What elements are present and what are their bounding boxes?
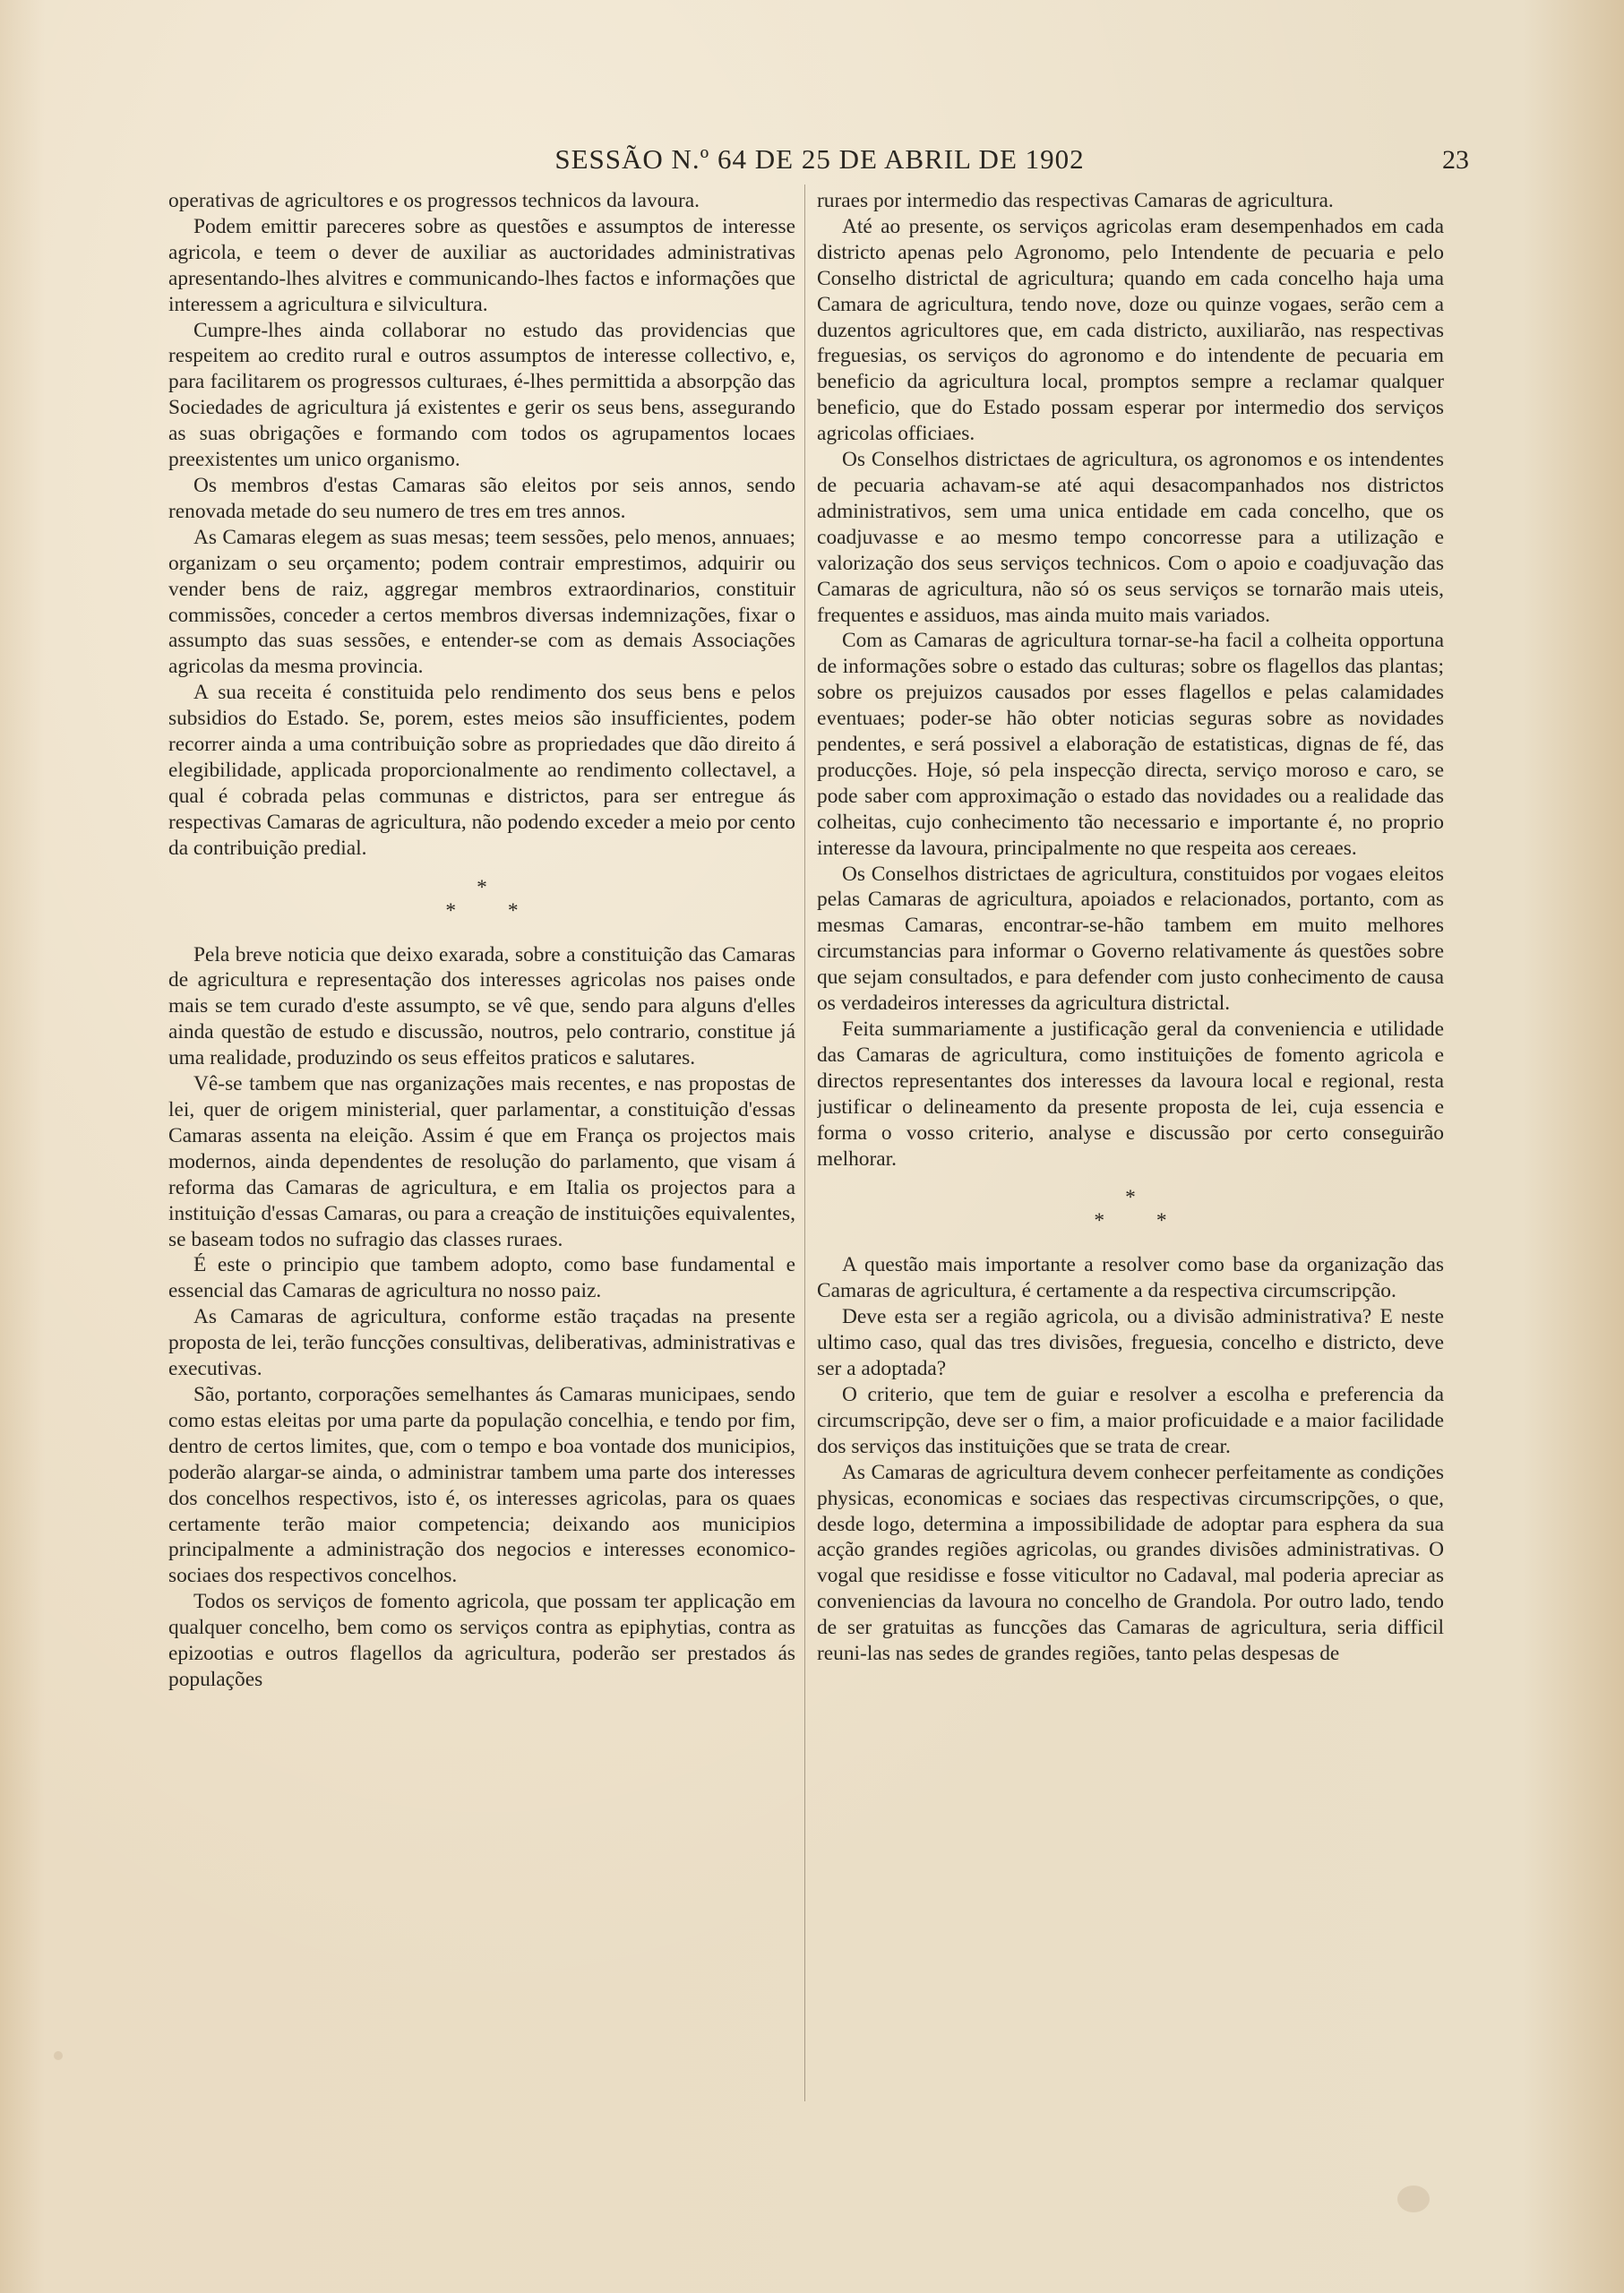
paragraph: O criterio, que tem de guiar e resolver a escolha e preferencia da circumscripção, deve ser o fim, a maior proficuidade e a maior facilidade dos serviços das instituições que se trata de crear.: [817, 1382, 1444, 1458]
paragraph: As Camaras de agricultura, conforme estão traçadas na presente proposta de lei, terão funcções consultivas, deliberativas, administrativas e executivas.: [168, 1305, 795, 1381]
paragraph: A questão mais importante a resolver como base da organização das Camaras de agricultura, é certamente a da respectiva circumscripção.: [817, 1253, 1444, 1303]
page-header: [179, 143, 1469, 183]
paragraph: Pela breve noticia que deixo exarada, sobre a constituição das Camaras de agricultura e representação dos interesses agricolas nos paises onde mais se tem curado d'este assumpto, se vê que, sendo para alguns d'elles ainda questão de estudo e discussão, noutros, pelo contrario, constitue já uma realidade, produzindo os seus effeitos praticos e salutares.: [168, 942, 795, 1070]
page-number: 23: [1442, 145, 1469, 175]
paragraph: Podem emittir pareceres sobre as questões e assumptos de interesse agricola, e teem o dever de auxiliar as auctoridades administrativas apresentando-lhes alvitres e communicando-lhes factos e informações que interessem a agricultura e silvicultura.: [168, 214, 795, 316]
asterism-top: *: [477, 875, 487, 899]
asterism-top: *: [1125, 1186, 1136, 1210]
paragraph: Os Conselhos districtaes de agricultura, constituidos por vogaes eleitos pelas Camaras de agricultura, apoiados e relacionados, portanto, com as mesmas Camaras, encontrar-se-hão tambem em muito melhores circumstancias para informar o Governo relativamente ás questões sobre que sejam consultados, e para defender com justo conhecimento de causa os verdadeiros interesses da agricultura districtal.: [817, 862, 1444, 1016]
paragraph: As Camaras de agricultura devem conhecer perfeitamente as condições physicas, economicas e sociaes das respectivas circumscripções, o que, desde logo, determina a impossibilidade de adoptar para esphera da sua acção grandes regiões agricolas, ou grandes divisões administrativas. O vogal que residisse e fosse viticultor no Cadaval, mal poderia apreciar as conveniencias da lavoura no concelho de Grandola. Por outro lado, tendo de ser gratuitas as funcções das Camaras de agricultura, seria difficil reuni-las nas sedes de grandes regiões, tanto pelas despesas de: [817, 1460, 1444, 1666]
paragraph: ruraes por intermedio das respectivas Camaras de agricultura.: [817, 189, 1334, 212]
section-separator: [817, 1186, 1444, 1232]
paragraph: Cumpre-lhes ainda collaborar no estudo das providencias que respeitem ao credito rural e outros assumptos de interesse collectivo, e, para facilitarem os progressos culturaes, é-lhes permittida a absorpção das Sociedades de agricultura já existentes e gerir os seus bens, assegurando as suas obrigações e formando com todos os agrupamentos locaes preexistentes um unico organismo.: [168, 318, 795, 472]
asterism-bottom: * *: [1094, 1209, 1190, 1233]
paper-stain: [54, 2051, 63, 2060]
paragraph: A sua receita é constituida pelo rendimento dos seus bens e pelos subsidios do Estado. Se, porem, estes meios são insufficientes, podem recorrer ainda a uma contribuição sobre as propriedades que dão direito á elegibilidade, applicada proporcionalmente ao rendimento collectavel, a qual é cobrada pelas communas e districtos, para ser entregue ás respectivas Camaras de agricultura, não podendo exceder a meio por cento da contribuição predial.: [168, 681, 795, 860]
section-separator: [168, 876, 795, 923]
paragraph: Os Conselhos districtaes de agricultura, os agronomos e os intendentes de pecuaria achavam-se até aqui desacompanhados nos districtos administrativos, sem uma unica entidade em cada concelho, que os coadjuvasse e ao mesmo tempo concorresse para a utilização e valorização dos seus serviços technicos. Com o apoio e coadjuvação das Camaras de agricultura, não só os seus serviços se tornarão mais uteis, frequentes e assiduos, mas ainda muito mais variados.: [817, 448, 1444, 627]
paragraph: operativas de agricultores e os progressos technicos da lavoura.: [168, 189, 700, 212]
left-column: [168, 188, 795, 2123]
paragraph: Deve esta ser a região agricola, ou a divisão administrativa? E neste ultimo caso, qual das tres divisões, freguesia, concelho e districto, deve ser a adoptada?: [817, 1305, 1444, 1381]
paper-stain: [1397, 2186, 1430, 2212]
paragraph: É este o principio que tambem adopto, como base fundamental e essencial das Camaras de agricultura no nosso paiz.: [168, 1253, 795, 1303]
paragraph: Com as Camaras de agricultura tornar-se-ha facil a colheita opportuna de informações sobre o estado das culturas; sobre os flagellos das plantas; sobre os prejuizos causados por esses flagellos e pelas calamidades eventuaes; poder-se hão obter noticias seguras sobre as novidades pendentes, e será possivel a elaboração de estatisticas, dignas de fé, das producções. Hoje, só pela inspecção directa, serviço moroso e caro, se pode saber com approximação o estado das novidades ou a realidade das colheitas, cujo conhecimento tão necessario e importante é, no proprio interesse da lavoura, principalmente no que respeita aos cereaes.: [817, 629, 1444, 860]
paragraph: Até ao presente, os serviços agricolas eram desempenhados em cada districto apenas pelo Agronomo, pelo Intendente de pecuaria e pelo Conselho districtal de agricultura; quando em cada concelho haja uma Camara de agricultura, tendo nove, doze ou quinze vogaes, serão cem a duzentos agricultores que, em cada districto, auxiliarão, nas respectivas freguesias, os serviços do agronomo e do intendente de pecuaria em beneficio da agricultura local, promptos sempre a reclamar qualquer beneficio, que do Estado possam esperar por intermedio dos serviços agricolas officiaes.: [817, 214, 1444, 446]
right-column: [817, 188, 1444, 2123]
column-divider: [804, 185, 805, 2101]
paragraph: Vê-se tambem que nas organizações mais recentes, e nas propostas de lei, quer de origem ministerial, quer parlamentar, a constituição d'essas Camaras assenta na eleição. Assim é que em França os projectos mais modernos, ainda dependentes de resolução do parlamento, que visam á reforma das Camaras de agricultura, e em Italia os projectos para a instituição d'essas Camaras, ou para a creação de instituições equivalentes, se baseam todos no sufragio das classes ruraes.: [168, 1072, 795, 1251]
asterism-bottom: * *: [445, 898, 542, 923]
paragraph: Os membros d'estas Camaras são eleitos por seis annos, sendo renovada metade do seu numero de tres em tres annos.: [168, 473, 795, 523]
paragraph: Todos os serviços de fomento agricola, que possam ter applicação em qualquer concelho, bem como os serviços contra as epiphytias, contra as epizootias e outros flagellos da agricultura, poderão ser prestados ás populações: [168, 1590, 795, 1691]
paragraph: As Camaras elegem as suas mesas; teem sessões, pelo menos, annuaes; organizam o seu orçamento; podem contrair emprestimos, adquirir ou vender bens de raiz, aggregar membros extraordinarios, constituir commissões, conceder a certos membros diversas indemnizações, fixar o assumpto das suas sessões, e entender-se com as demais Associações agricolas da mesma provincia.: [168, 525, 795, 679]
paragraph: Feita summariamente a justificação geral da conveniencia e utilidade das Camaras de agricultura, como instituições de fomento agricola e directos representantes dos interesses da lavoura local e regional, resta justificar o delineamento da presente proposta de lei, cuja essencia e forma o vosso criterio, analyse e discussão por certo conseguirão melhorar.: [817, 1018, 1444, 1171]
session-title: SESSÃO N.º 64 DE 25 DE ABRIL DE 1902: [554, 143, 1085, 175]
paragraph: São, portanto, corporações semelhantes ás Camaras municipaes, sendo como estas eleitas por uma parte da população concelhia, e tendo por fim, dentro de certos limites, que, com o tempo e boa vontade dos municipios, poderão alargar-se ainda, o administrar tambem uma parte dos interesses dos concelhos respectivos, isto é, os interesses agricolas, para os quaes certamente terão maior competencia; deixando aos municipios principalmente a administração dos negocios e interesses economico-sociaes dos respectivos concelhos.: [168, 1382, 795, 1588]
